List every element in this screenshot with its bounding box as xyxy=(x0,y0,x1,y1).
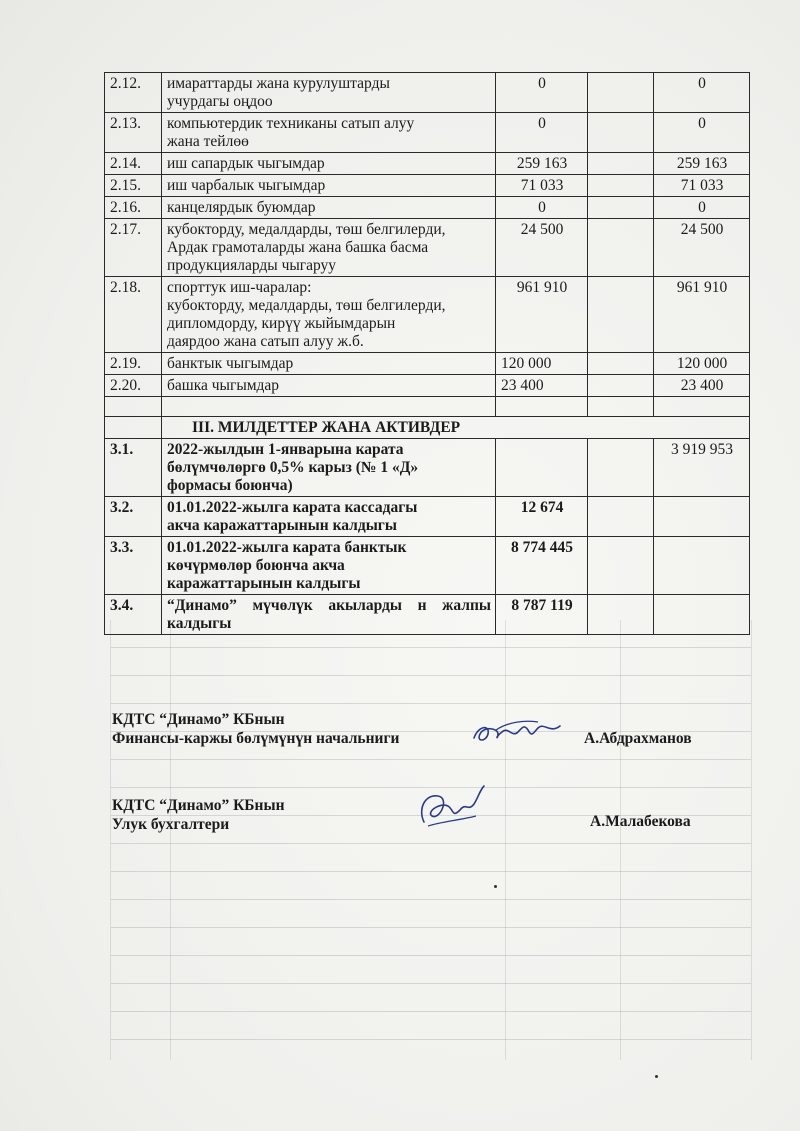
row-value-col3: 0 xyxy=(654,197,750,219)
row-value-col3: 71 033 xyxy=(654,175,750,197)
row-description: имараттарды жана курулуштарды учурдагы оңдоо xyxy=(162,73,496,113)
row-value-col3 xyxy=(654,595,750,635)
show-through-lines xyxy=(110,620,752,1060)
row-description: иш чарбалык чыгымдар xyxy=(162,175,496,197)
row-value-col1: 8 774 445 xyxy=(496,537,588,595)
table-row xyxy=(105,277,750,353)
table-row xyxy=(105,219,750,277)
row-description: “Динамо” мүчөлүк акыларды н жалпы калдыгы xyxy=(162,595,496,635)
row-description: компьютердик техниканы сатып алуу жана тейлөө xyxy=(162,113,496,153)
table-row xyxy=(105,175,750,197)
row-value-col1: 12 674 xyxy=(496,497,588,537)
table-row xyxy=(105,375,750,397)
row-description: 01.01.2022-жылга карата банктык көчүрмөлөр боюнча акча каражаттарынын калдыгы xyxy=(162,537,496,595)
row-description: иш сапардык чыгымдар xyxy=(162,153,496,175)
row-value-col2 xyxy=(588,197,654,219)
row-value-col2 xyxy=(588,153,654,175)
row-value-col3: 120 000 xyxy=(654,353,750,375)
row-description: башка чыгымдар xyxy=(162,375,496,397)
table-row xyxy=(105,73,750,113)
table-row xyxy=(105,439,750,497)
row-value-col2 xyxy=(588,219,654,277)
table-row xyxy=(105,353,750,375)
row-number: 3.4. xyxy=(105,595,162,635)
table-row xyxy=(105,595,750,635)
row-value-col2 xyxy=(588,439,654,497)
row-value-col3 xyxy=(654,537,750,595)
row-value-col3: 0 xyxy=(654,73,750,113)
handwritten-signature-2 xyxy=(410,782,500,834)
row-value-col2 xyxy=(588,497,654,537)
row-number: 2.19. xyxy=(105,353,162,375)
row-value-col1: 0 xyxy=(496,197,588,219)
row-description: 01.01.2022-жылга карата кассадагы акча каражаттарынын калдыгы xyxy=(162,497,496,537)
row-number: 2.16. xyxy=(105,197,162,219)
row-value-col1: 71 033 xyxy=(496,175,588,197)
row-value-col3: 961 910 xyxy=(654,277,750,353)
signature-2-org: КДТС “Динамо” КБнын xyxy=(112,797,285,814)
row-value-col3: 259 163 xyxy=(654,153,750,175)
row-number: 3.3. xyxy=(105,537,162,595)
row-value-col1: 0 xyxy=(496,113,588,153)
row-value-col3 xyxy=(654,497,750,537)
report-table xyxy=(104,72,750,635)
row-number: 2.18. xyxy=(105,277,162,353)
row-number: 2.17. xyxy=(105,219,162,277)
row-value-col2 xyxy=(588,73,654,113)
row-number: 2.20. xyxy=(105,375,162,397)
row-number: 2.12. xyxy=(105,73,162,113)
section-title: III. МИЛДЕТТЕР ЖАНА АКТИВДЕР xyxy=(162,417,750,439)
row-value-col1: 0 xyxy=(496,73,588,113)
table-row xyxy=(105,537,750,595)
table-row xyxy=(105,153,750,175)
row-value-col1: 8 787 119 xyxy=(496,595,588,635)
row-value-col1: 120 000 xyxy=(496,353,588,375)
signature-1-title: Финансы-каржы бөлүмүнүн начальниги xyxy=(112,730,400,747)
row-value-col1: 961 910 xyxy=(496,277,588,353)
row-value-col2 xyxy=(588,353,654,375)
row-value-col1: 23 400 xyxy=(496,375,588,397)
row-value-col2 xyxy=(588,277,654,353)
signature-2-name: А.Малабекова xyxy=(590,813,691,830)
row-description: банктык чыгымдар xyxy=(162,353,496,375)
signature-1-name: А.Абдрахманов xyxy=(584,730,692,747)
signature-block-2 xyxy=(112,796,285,834)
row-value-col2 xyxy=(588,537,654,595)
row-description: канцелярдык буюмдар xyxy=(162,197,496,219)
row-value-col2 xyxy=(588,175,654,197)
row-number: 3.1. xyxy=(105,439,162,497)
row-value-col3: 3 919 953 xyxy=(654,439,750,497)
row-value-col2 xyxy=(588,375,654,397)
table-row xyxy=(105,113,750,153)
row-value-col1: 24 500 xyxy=(496,219,588,277)
row-number: 2.15. xyxy=(105,175,162,197)
signature-2-title: Улук бухгалтери xyxy=(112,816,230,833)
table-row xyxy=(105,497,750,537)
row-description: 2022-жылдын 1-январына карата бөлүмчөлөргө 0,5% карыз (№ 1 «Д» формасы боюнча) xyxy=(162,439,496,497)
row-number: 2.13. xyxy=(105,113,162,153)
row-value-col2 xyxy=(588,113,654,153)
row-description: кубокторду, медалдарды, төш белгилерди, Ардак грамоталарды жана башка басма продукцияларды чыгаруу xyxy=(162,219,496,277)
row-value-col3: 24 500 xyxy=(654,219,750,277)
row-value-col3: 0 xyxy=(654,113,750,153)
row-number: 3.2. xyxy=(105,497,162,537)
row-value-col3: 23 400 xyxy=(654,375,750,397)
blank-row xyxy=(105,397,750,417)
signature-block-1 xyxy=(112,710,399,748)
row-value-col1 xyxy=(496,439,588,497)
table-row xyxy=(105,197,750,219)
handwritten-signature-1 xyxy=(468,712,568,748)
row-description: спорттук иш-чаралар: кубокторду, медалдарды, төш белгилерди, дипломдорду, кирүү жыйымдарын даярдоо жана сатып алуу ж.б. xyxy=(162,277,496,353)
row-value-col1: 259 163 xyxy=(496,153,588,175)
section-header-row xyxy=(105,417,750,439)
row-value-col2 xyxy=(588,595,654,635)
row-number: 2.14. xyxy=(105,153,162,175)
signature-1-org: КДТС “Динамо” КБнын xyxy=(112,711,285,728)
